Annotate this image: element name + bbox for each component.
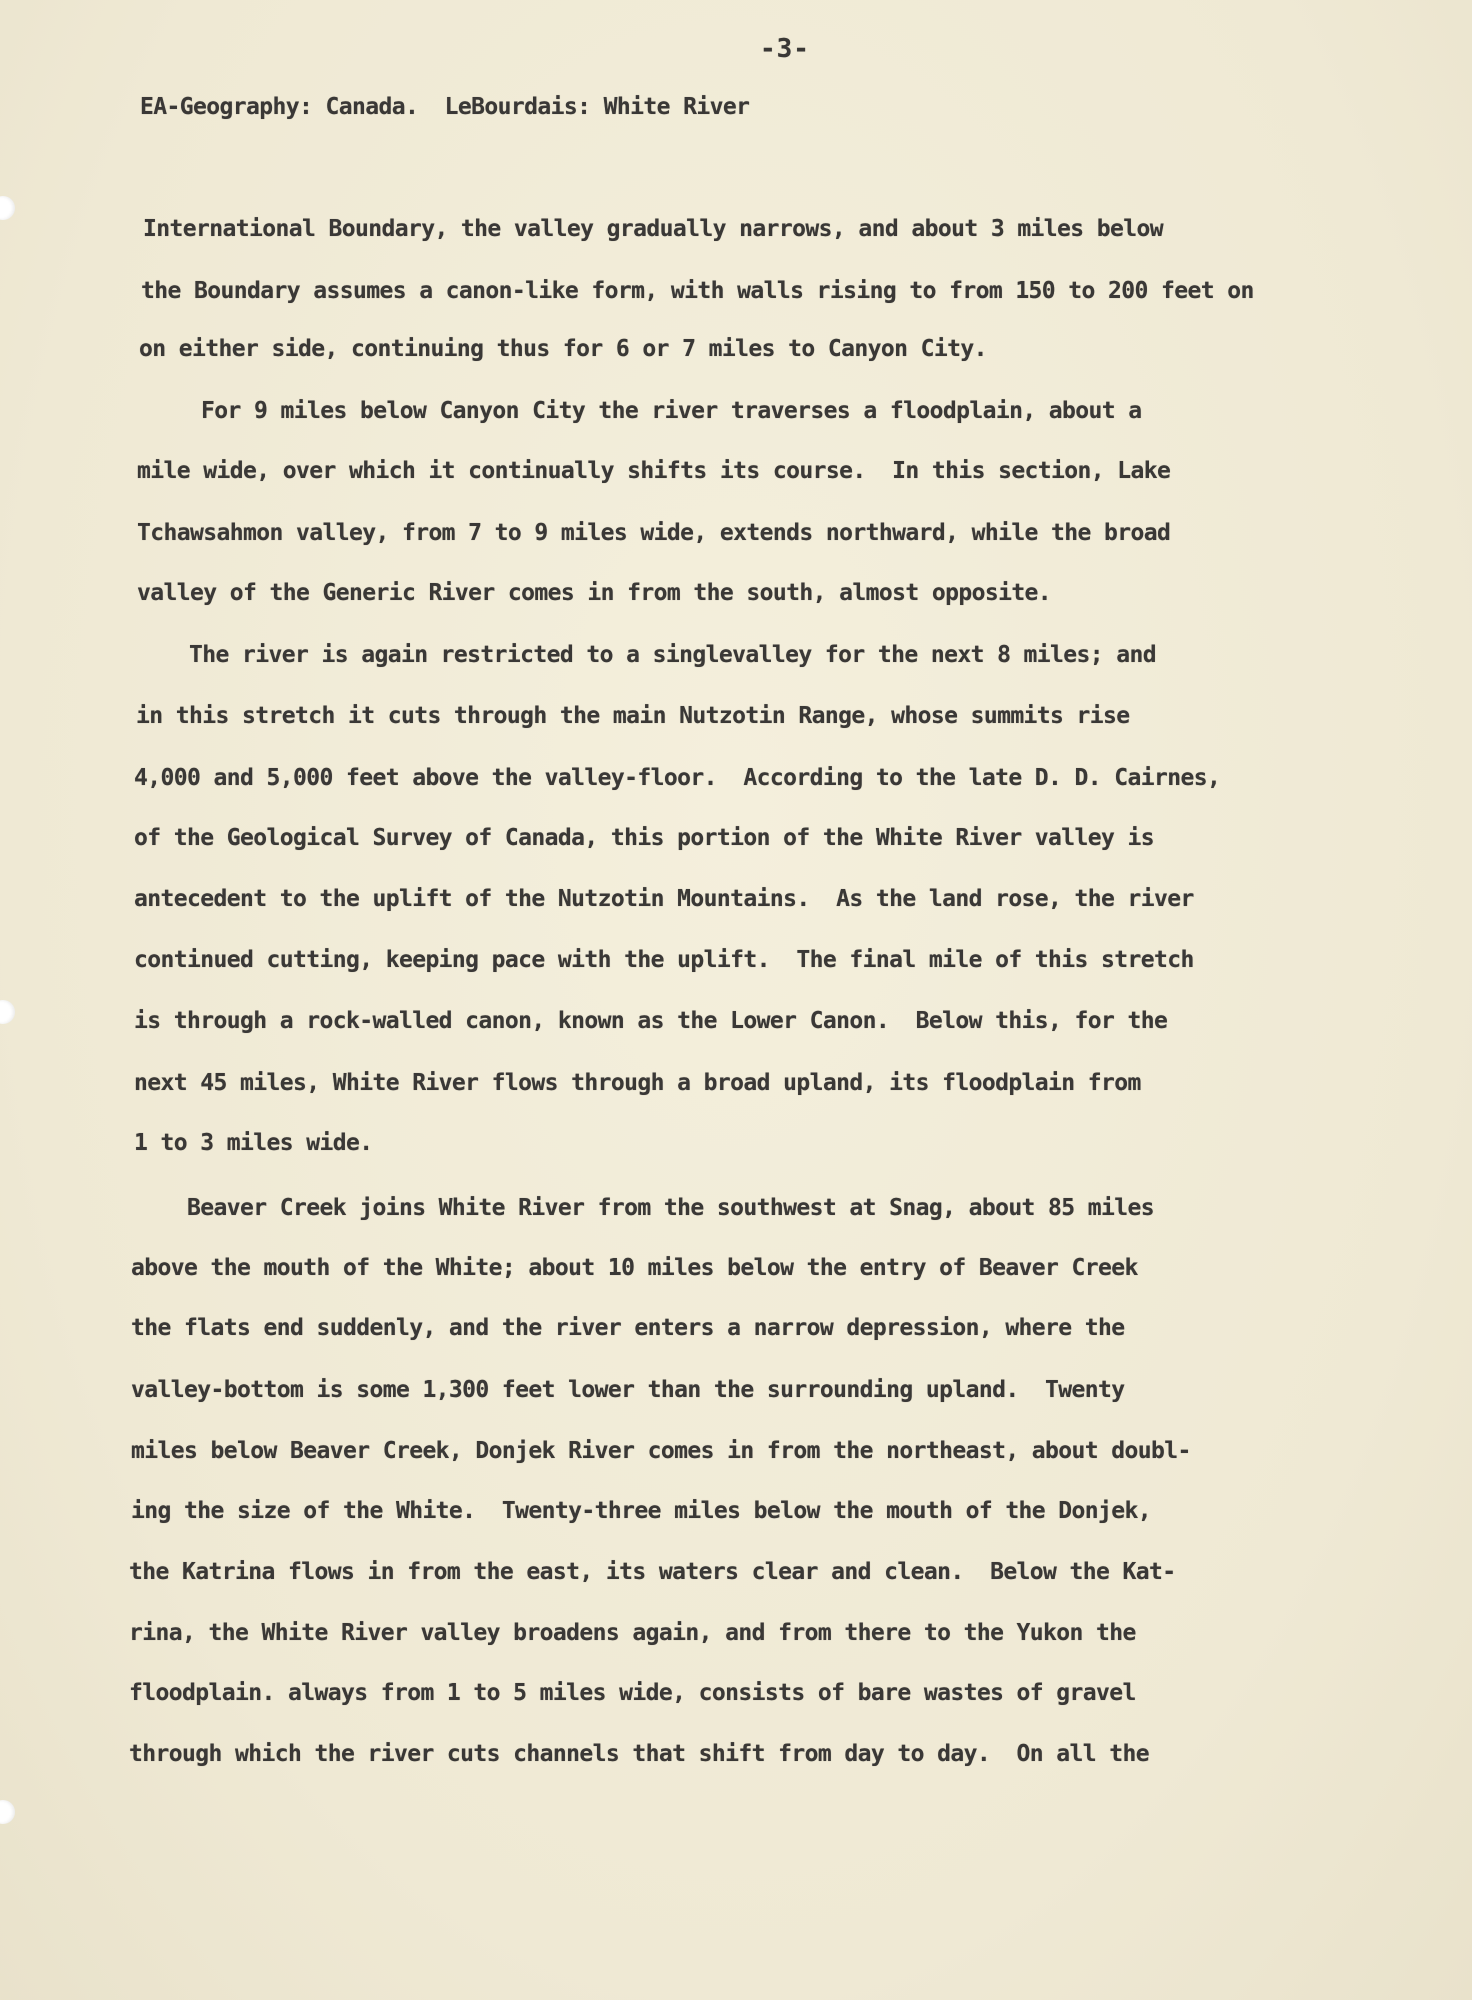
- text-line: Beaver Creek joins White River from the southwest at Snag, about 85 miles: [134, 1195, 1155, 1221]
- text-line: miles below Beaver Creek, Donjek River comes in from the northeast, about doubl-: [131, 1438, 1191, 1464]
- text-line: valley of the Generic River comes in from the south, almost opposite.: [137, 580, 1052, 606]
- text-line: floodplain. always from 1 to 5 miles wide, consists of bare wastes of gravel: [129, 1680, 1136, 1706]
- text-line: mile wide, over which it continually shifts its course. In this section, Lake: [137, 458, 1171, 484]
- text-line: ing the size of the White. Twenty-three miles below the mouth of the Donjek,: [131, 1498, 1152, 1524]
- text-line: continued cutting, keeping pace with the uplift. The final mile of this stretch: [134, 947, 1194, 973]
- document-header: EA-Geography: Canada. LeBourdais: White River: [140, 94, 750, 120]
- text-line: above the mouth of the White; about 10 miles below the entry of Beaver Creek: [131, 1255, 1138, 1281]
- text-line: is through a rock-walled canon, known as the Lower Canon. Below this, for the: [134, 1008, 1168, 1034]
- text-line: next 45 miles, White River flows through a broad upland, its floodplain from: [134, 1070, 1141, 1096]
- text-line: antecedent to the uplift of the Nutzotin Mountains. As the land rose, the river: [134, 886, 1194, 912]
- text-line: in this stretch it cuts through the main Nutzotin Range, whose summits rise: [136, 703, 1130, 729]
- text-line: 1 to 3 miles wide.: [134, 1130, 373, 1156]
- page-number: -3-: [760, 34, 810, 64]
- text-line: For 9 miles below Canyon City the river traverses a floodplain, about a: [148, 398, 1142, 424]
- text-line: International Boundary, the valley gradually narrows, and about 3 miles below: [143, 216, 1164, 242]
- text-line: 4,000 and 5,000 feet above the valley-floor. According to the late D. D. Cairnes,: [134, 765, 1221, 791]
- text-line: rina, the White River valley broadens again, and from there to the Yukon the: [129, 1620, 1136, 1646]
- text-line: Tchawsahmon valley, from 7 to 9 miles wide, extends northward, while the broad: [137, 520, 1171, 546]
- text-line: the Boundary assumes a canon-like form, with walls rising to from 150 to 200 feet on: [141, 278, 1254, 304]
- text-line: the flats end suddenly, and the river enters a narrow depression, where the: [131, 1315, 1125, 1341]
- text-line: of the Geological Survey of Canada, this portion of the White River valley is: [134, 825, 1155, 851]
- text-line: the Katrina flows in from the east, its waters clear and clean. Below the Kat-: [129, 1559, 1176, 1585]
- text-line: valley-bottom is some 1,300 feet lower than the surrounding upland. Twenty: [131, 1377, 1125, 1403]
- text-line: through which the river cuts channels that shift from day to day. On all the: [129, 1741, 1150, 1767]
- text-line: The river is again restricted to a singlevalley for the next 8 miles; and: [136, 642, 1157, 668]
- text-line: on either side, continuing thus for 6 or 7 miles to Canyon City.: [139, 336, 987, 362]
